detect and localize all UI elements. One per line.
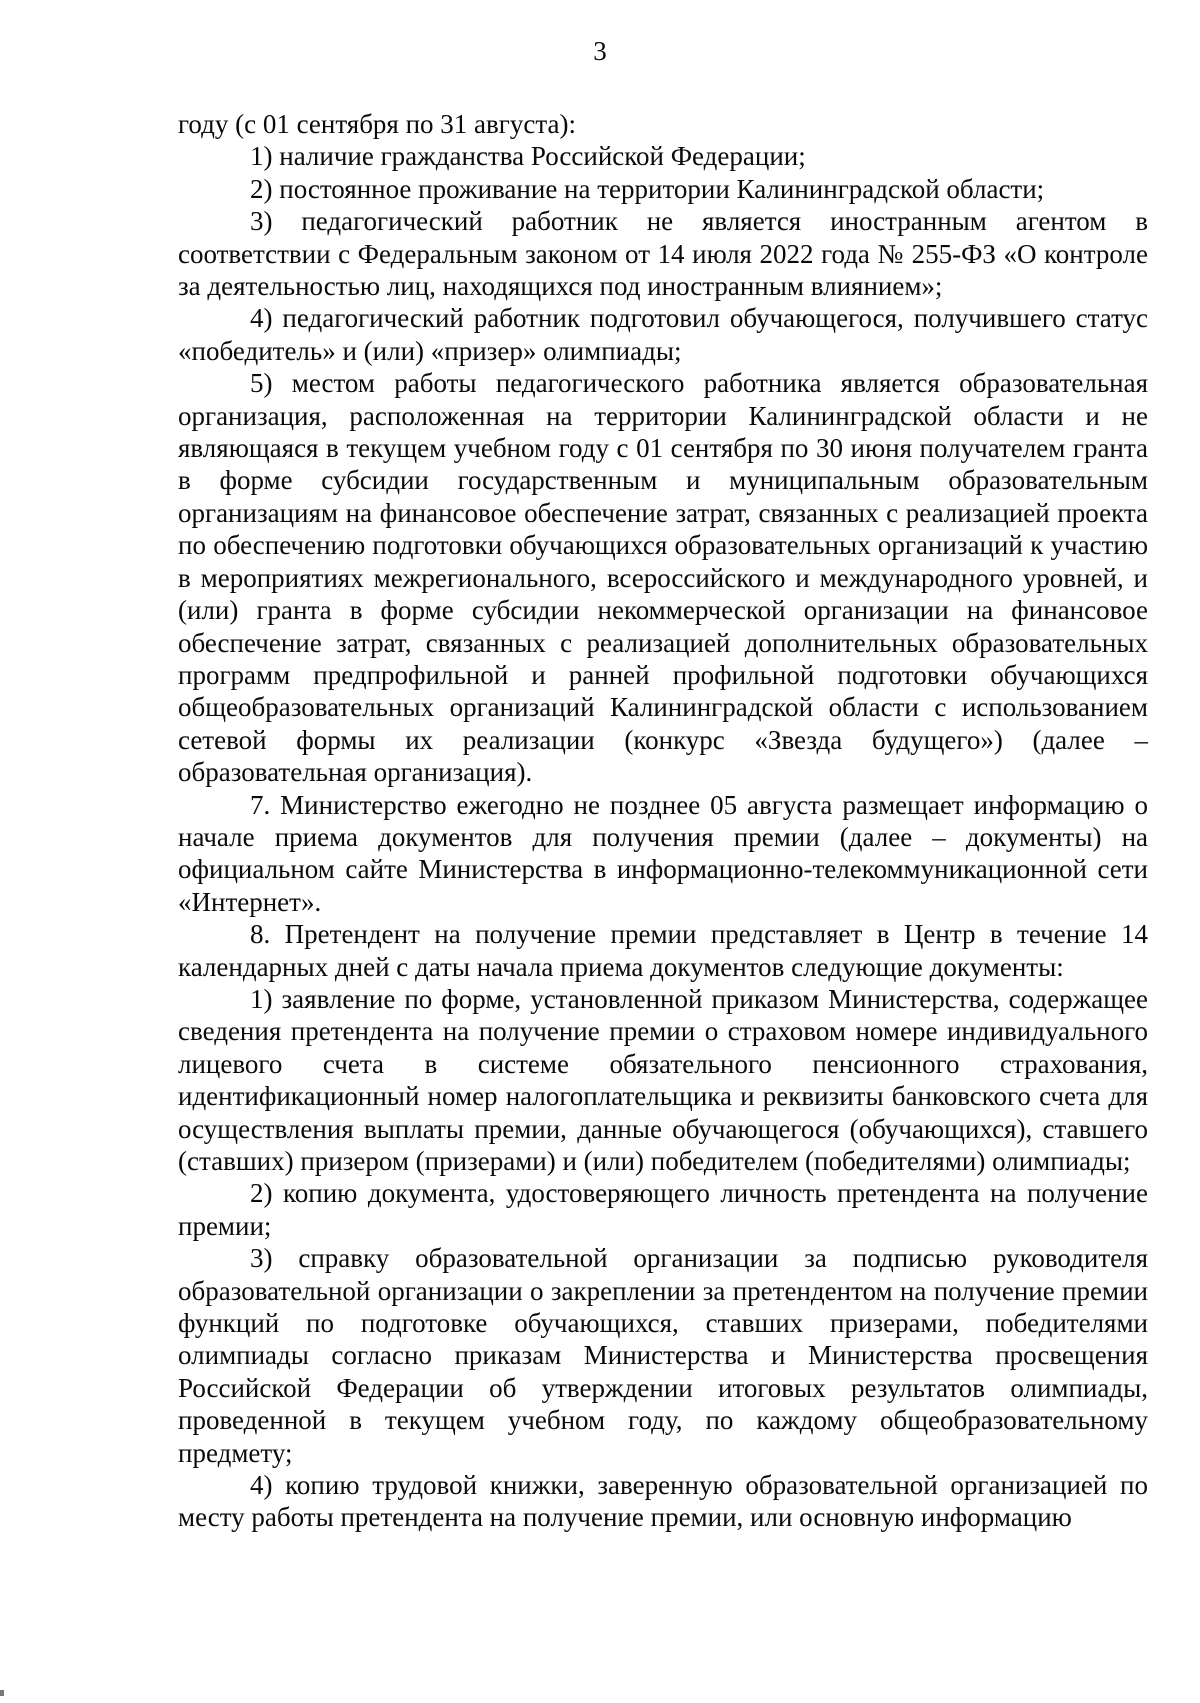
paragraph-requirement-trained-student: 4) педагогический работник подготовил обучающегося, получившего статус «победитель» и (или) «призер» олимпиады;	[178, 303, 1148, 366]
paragraph-requirement-citizenship: 1) наличие гражданства Российской Федерации;	[250, 141, 806, 172]
paragraph-document-identity: 2) копию документа, удостоверяющего личность претендента на получение премии;	[178, 1178, 1148, 1241]
paragraph-section-8: 8. Претендент на получение премии представляет в Центр в течение 14 календарных дней с даты начала приема документов следующие документы:	[178, 919, 1148, 982]
paragraph-section-7: 7. Министерство ежегодно не позднее 05 августа размещает информацию о начале приема документов для получения премии (далее – документы) на официальном сайте Министерства в информационно-телекоммуникационной сети «Интернет».	[178, 789, 1148, 917]
paragraph-requirement-workplace: 5) местом работы педагогического работника является образовательная организация, расположенная на территории Калининградской области и не являющаяся в текущем учебном году с 01 сентября по 30 июня получателем гранта в форме субсидии государственным и муниципальным образовательным организациям на финансовое обеспечение затрат, связанных с реализацией проекта по обеспечению подготовки обучающихся образовательных организаций к участию в мероприятиях межрегионального, всероссийского и международного уровней, и (или) гранта в форме субсидии некоммерческой организации на финансовое обеспечение затрат, связанных с реализацией дополнительных образовательных программ предпрофильной и ранней профильной подготовки обучающихся общеобразовательных организаций Калининградской области с использованием сетевой формы их реализации (конкурс «Звезда будущего») (далее – образовательная организация).	[178, 368, 1148, 788]
paragraph-document-certificate: 3) справку образовательной организации за подписью руководителя образовательной организации о закреплении за претендентом на получение премии функций по подготовке обучающихся, ставших призерами, победителями олимпиады согласно приказам Министерства и Министерства просвещения Российской Федерации об утверждении итоговых результатов олимпиады, проведенной в текущем учебном году, по каждому общеобразовательному предмету;	[178, 1243, 1148, 1468]
page-number: 3	[593, 36, 607, 66]
paragraph-document-employment-record: 4) копию трудовой книжки, заверенную образовательной организацией по месту работы претендента на получение премии, или основную информацию	[178, 1470, 1148, 1533]
paragraph-continuation: году (с 01 сентября по 31 августа):	[178, 109, 576, 139]
paragraph-requirement-residence: 2) постоянное проживание на территории Калининградской области;	[250, 173, 1045, 204]
scan-artifact	[0, 1690, 4, 1696]
document-body	[178, 108, 1148, 1534]
paragraph-document-application: 1) заявление по форме, установленной приказом Министерства, содержащее сведения претендента на получение премии о страховом номере индивидуального лицевого счета в системе обязательного пенсионного страхования, идентификационный номер налогоплательщика и реквизиты банковского счета для осуществления выплаты премии, данные обучающегося (обучающихся), ставшего (ставших) призером (призерами) и (или) победителем (победителями) олимпиады;	[178, 983, 1148, 1176]
paragraph-requirement-foreign-agent: 3) педагогический работник не является иностранным агентом в соответствии с Федеральным законом от 14 июля 2022 года № 255-ФЗ «О контроле за деятельностью лиц, находящихся под иностранным влиянием»;	[178, 206, 1148, 302]
